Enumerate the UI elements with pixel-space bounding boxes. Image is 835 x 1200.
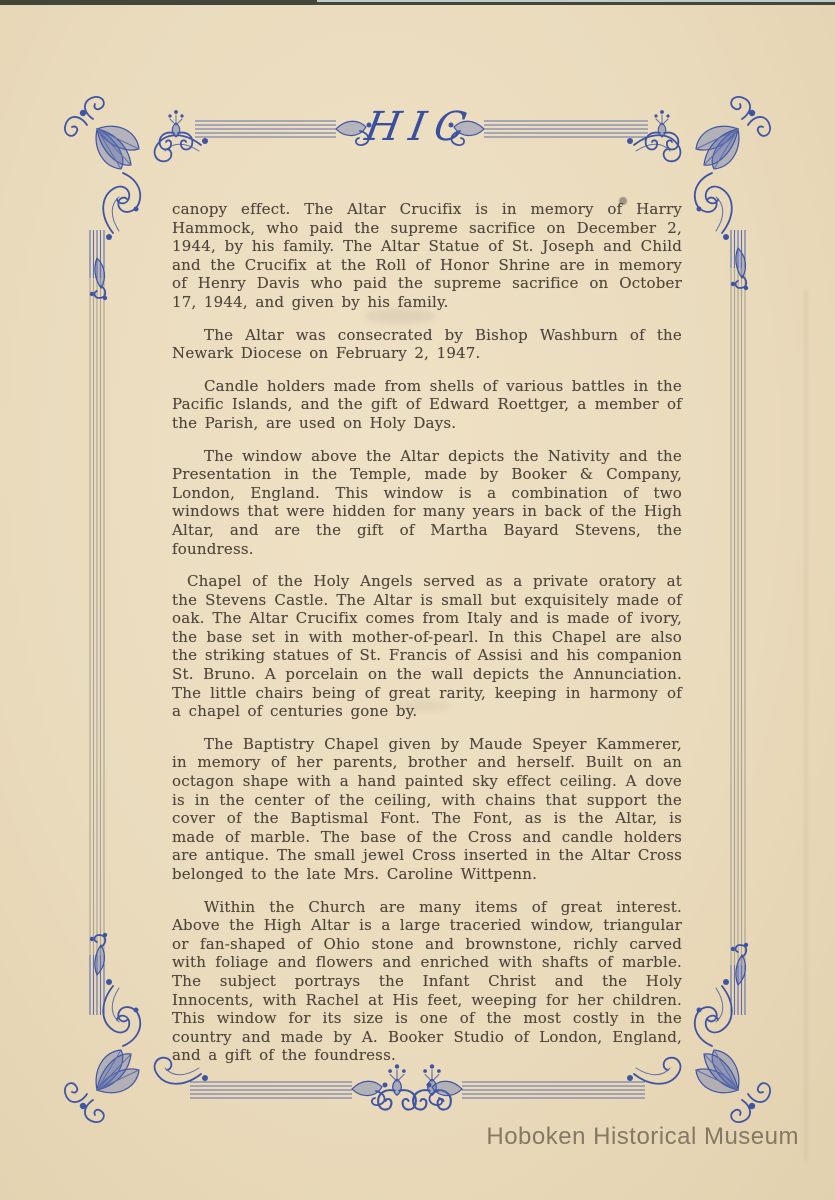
leaf-cap-left-top bbox=[90, 258, 107, 300]
paragraph-baptistry-chapel: The Baptistry Chapel given by Maude Speyer Kammerer, in memory of her parents, brother and herself. Built on an octagon shape with a hand painted sky effect ceiling. A dove is in the center of the ceiling, with chains that support the cover of the Baptismal Font. The Font, as is the Altar, is made of marble. The base of the Cross and candle holders are antique. The small jewel Cross inserted in the Altar Cross belonged to the late Mrs. Caroline Wittpenn. bbox=[172, 734, 682, 883]
scroll-cap-bottom-left bbox=[352, 1081, 388, 1105]
watermark: Hoboken Historical Museum bbox=[486, 1123, 799, 1150]
border-rule-bottom-left bbox=[190, 1082, 352, 1098]
fleur-ornament-top-left bbox=[160, 110, 193, 149]
leaf-cap-right-top bbox=[731, 248, 748, 290]
document-body bbox=[172, 200, 682, 1079]
border-rule-left-middle bbox=[90, 278, 104, 955]
paragraph-canopy-effect: canopy effect. The Altar Crucifix is in memory of Harry Hammock, who paid the supreme sacrifice on December 2, 1944, by his family. The Altar Statue of St. Joseph and Child and the Crucifix at the Roll of Honor Shrine are in memory of Henry Davis who paid the supreme sacrifice on October 17, 1944, and given by his family. bbox=[172, 200, 682, 311]
paragraph-altar-consecrated: The Altar was consecrated by Bishop Washburn of the Newark Diocese on February 2, 1947. bbox=[172, 325, 682, 363]
border-rule-right-middle bbox=[731, 268, 745, 965]
fleur-ornament-top-right bbox=[646, 110, 679, 149]
border-rule-top-left bbox=[195, 121, 336, 137]
border-rule-bottom-right bbox=[462, 1082, 645, 1098]
leaf-cap-left-bottom bbox=[90, 933, 107, 975]
paragraph-chapel-holy-angels: Chapel of the Holy Angels served as a private oratory at the Stevens Castle. The Altar is small but exquisitely made of oak. The Altar Crucifix comes from Italy and is made of ivory, the base set in with mother-of-pearl. In this Chapel are also the striking statues of St. Francis of Assisi and his companion St. Bruno. A porcelain on the wall depicts the Annunciation. The little chairs being of great rarity, keeping in harmony of a chapel of centuries gone by. bbox=[172, 572, 682, 721]
leaf-cap-right-bottom bbox=[731, 943, 748, 985]
paragraph-candle-holders: Candle holders made from shells of various battles in the Pacific Islands, and the gift of Edward Roettger, a member of the Parish, are used on Holy Days. bbox=[172, 376, 682, 432]
border-rule-top-right bbox=[484, 121, 648, 137]
monogram-hic: HIC bbox=[361, 104, 479, 150]
paragraph-window-above-altar: The window above the Altar depicts the Nativity and the Presentation in the Temple, made by Booker & Company, London, England. This window is a combination of two windows that were hidden for many years in back of the High Altar, and are the gift of Martha Bayard Stevens, the foundress. bbox=[172, 446, 682, 558]
paragraph-within-the-church: Within the Church are many items of great interest. Above the High Altar is a large traceried window, triangular or fan-shaped of Ohio stone and brownstone, richly carved with foliage and flowers and enriched with shafts of marble. The subject portrays the Infant Christ and the Holy Innocents, with Rachel at His feet, weeping for her children. This window for its size is one of the most costly in the country and made by A. Booker Studio of London, England, and a gift of the foundress. bbox=[172, 897, 682, 1065]
